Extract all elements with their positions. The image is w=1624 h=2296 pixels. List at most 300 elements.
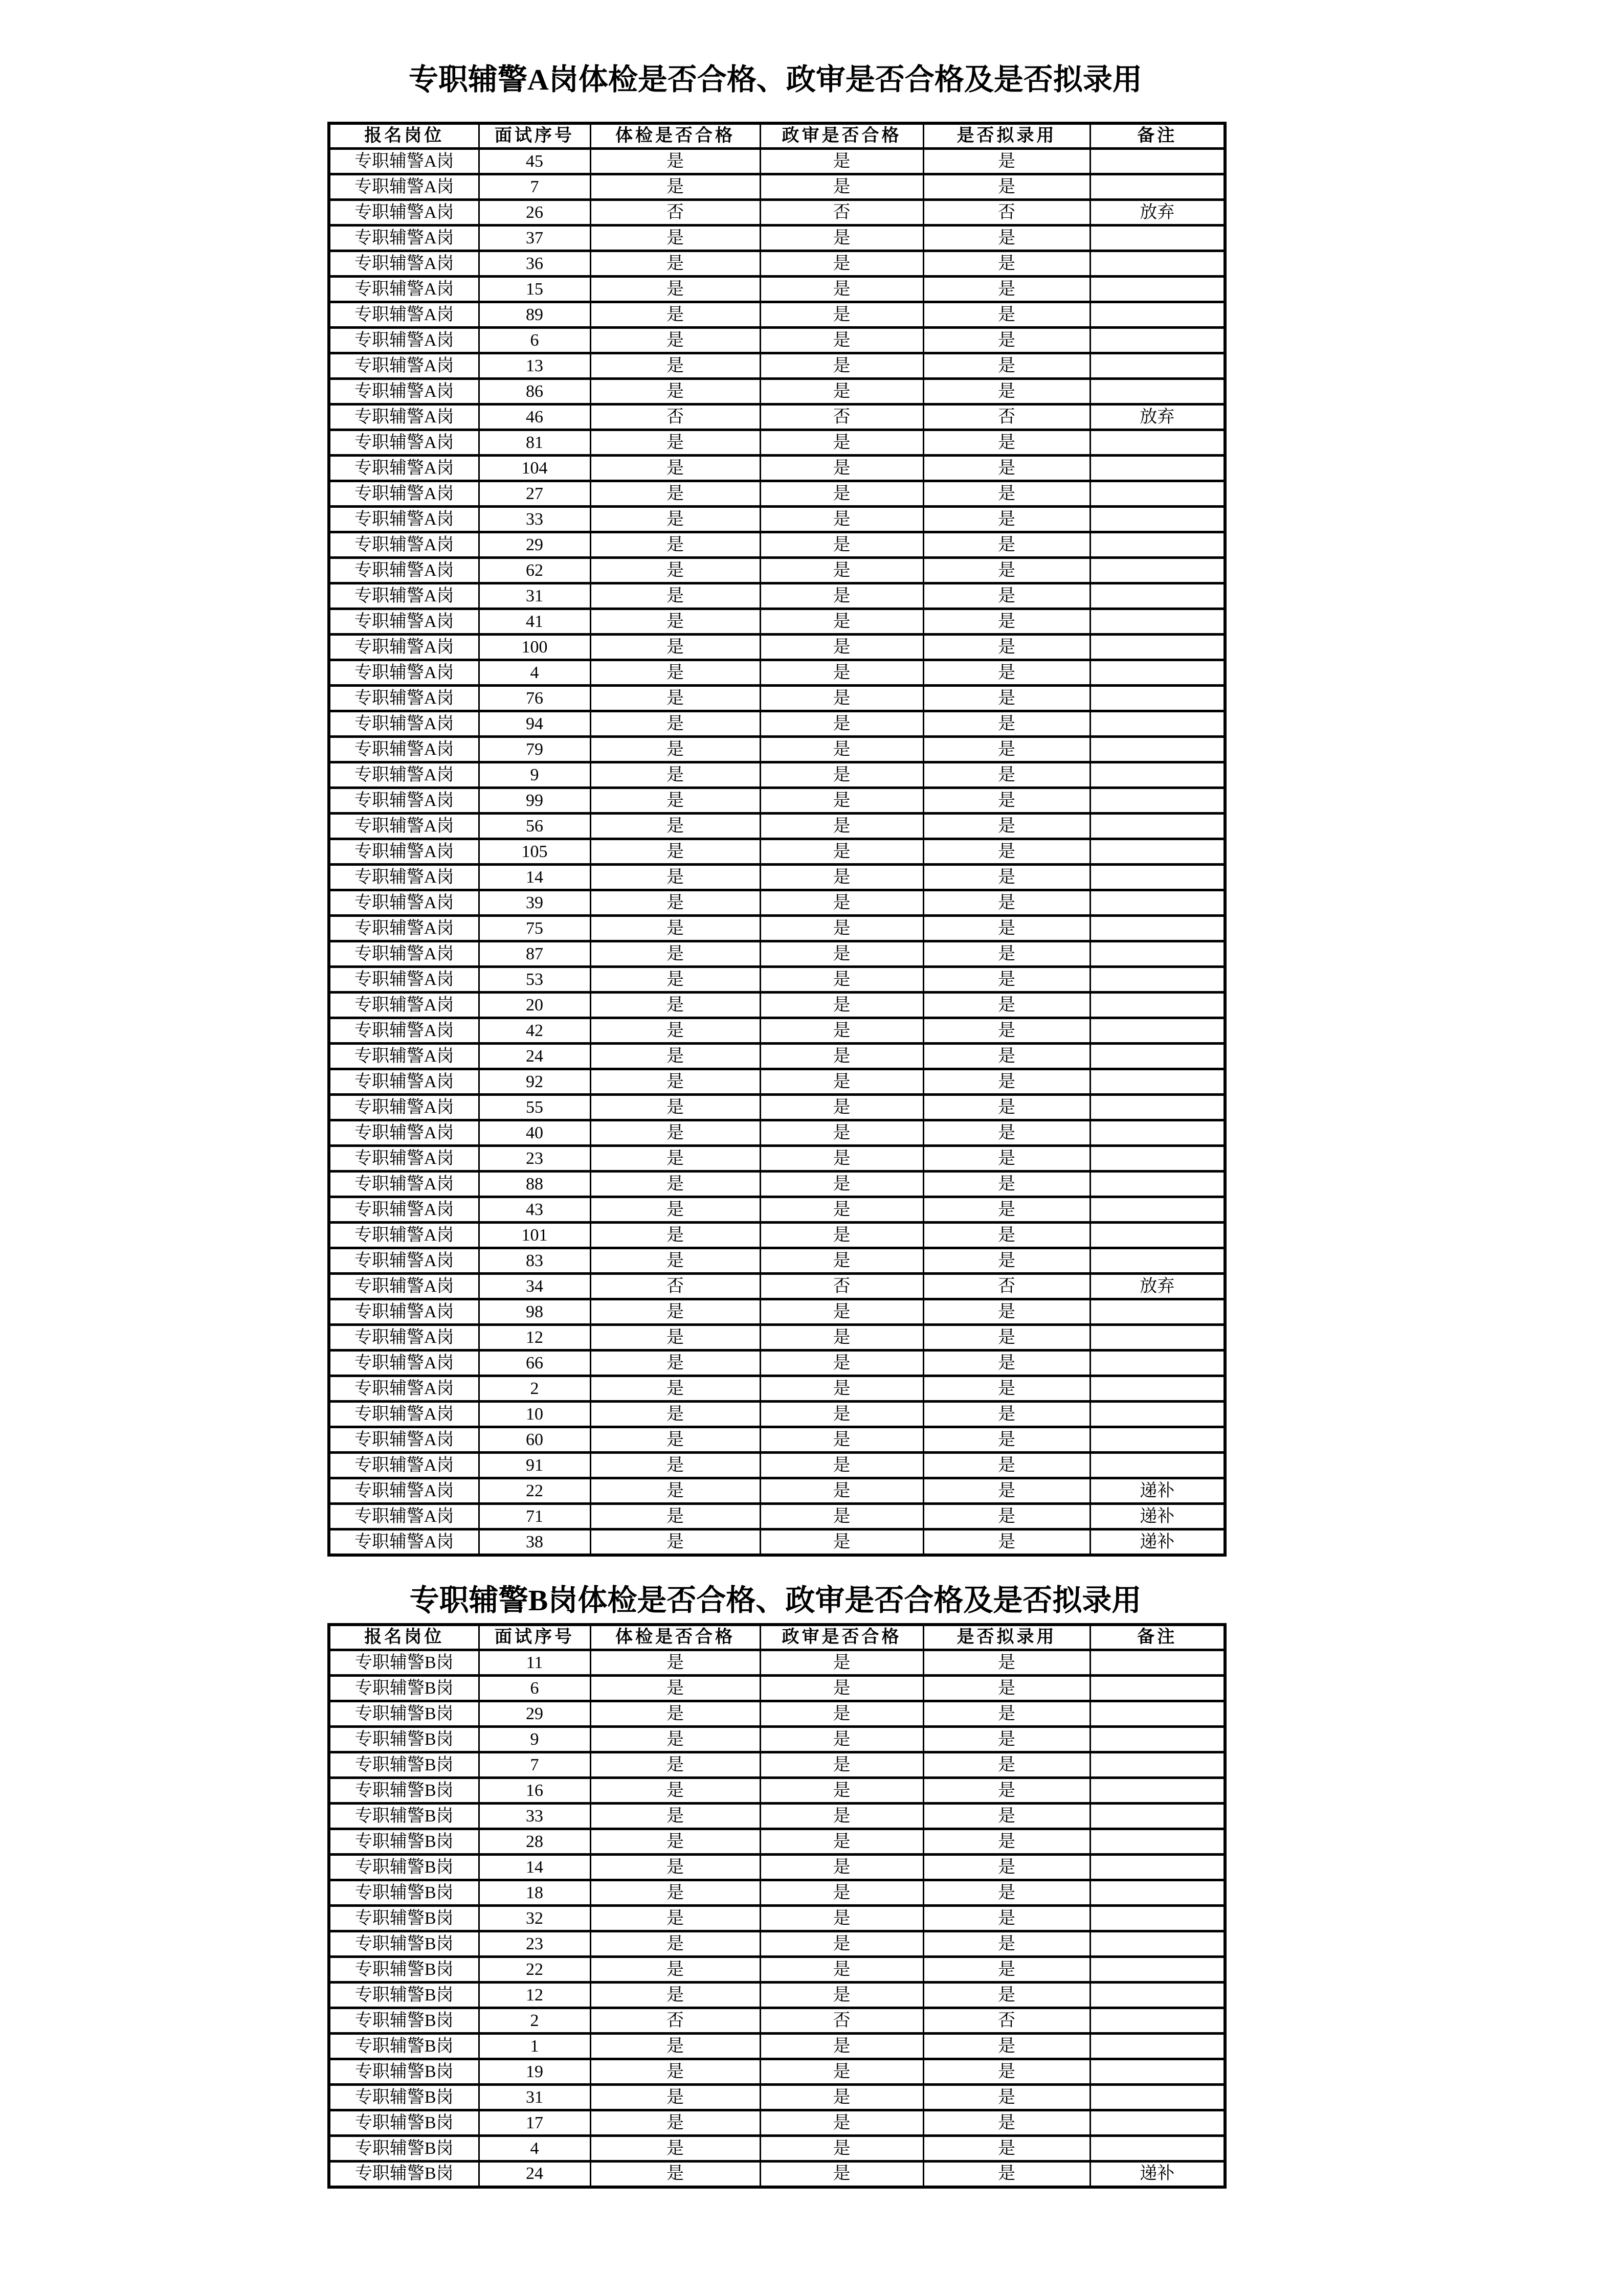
table-cell: 17 xyxy=(479,2110,590,2136)
table-cell xyxy=(1090,1906,1225,1931)
table-cell: 24 xyxy=(479,2162,590,2187)
table-row xyxy=(329,762,1225,788)
table-cell: 否 xyxy=(760,2008,923,2034)
table-cell: 是 xyxy=(923,2162,1090,2187)
table-cell: 专职辅警A岗 xyxy=(329,967,479,993)
table-cell: 是 xyxy=(590,2110,760,2136)
table-cell: 专职辅警A岗 xyxy=(329,762,479,788)
table-row xyxy=(329,660,1225,686)
table-cell: 是 xyxy=(760,174,923,200)
table-cell xyxy=(1090,2034,1225,2059)
table-row xyxy=(329,993,1225,1018)
table-cell: 是 xyxy=(590,1095,760,1120)
table-row xyxy=(329,1931,1225,1957)
table-cell xyxy=(1090,1983,1225,2008)
table-cell: 42 xyxy=(479,1018,590,1044)
table-b-header xyxy=(329,1625,1225,1650)
table-cell xyxy=(1090,1325,1225,1350)
table-row xyxy=(329,1906,1225,1931)
table-cell: 专职辅警A岗 xyxy=(329,635,479,660)
table-cell: 专职辅警A岗 xyxy=(329,251,479,277)
table-row xyxy=(329,916,1225,941)
table-cell: 是 xyxy=(760,481,923,507)
table-row xyxy=(329,1778,1225,1804)
table-cell: 专职辅警A岗 xyxy=(329,865,479,890)
table-cell: 34 xyxy=(479,1274,590,1299)
table-cell: 是 xyxy=(923,1957,1090,1983)
table-cell: 是 xyxy=(923,1453,1090,1478)
table-cell: 31 xyxy=(479,2085,590,2110)
table-cell: 专职辅警B岗 xyxy=(329,2162,479,2187)
table-cell: 是 xyxy=(760,226,923,251)
table-cell: 是 xyxy=(590,430,760,456)
table-cell: 专职辅警A岗 xyxy=(329,1197,479,1223)
table-cell: 专职辅警B岗 xyxy=(329,1804,479,1829)
table-cell xyxy=(1090,1880,1225,1906)
table-cell: 是 xyxy=(590,941,760,967)
table-cell xyxy=(1090,1701,1225,1727)
table-cell xyxy=(1090,814,1225,839)
table-cell: 是 xyxy=(590,277,760,302)
table-cell: 27 xyxy=(479,481,590,507)
table-row xyxy=(329,1427,1225,1453)
table-cell: 是 xyxy=(923,277,1090,302)
table-cell: 是 xyxy=(760,149,923,174)
table-cell: 是 xyxy=(590,1957,760,1983)
table-cell: 是 xyxy=(760,2059,923,2085)
table-cell: 是 xyxy=(590,1752,760,1778)
table-row xyxy=(329,149,1225,174)
table-cell: 60 xyxy=(479,1427,590,1453)
table-row xyxy=(329,967,1225,993)
table-cell: 是 xyxy=(923,1880,1090,1906)
table-cell: 是 xyxy=(590,558,760,583)
table-row xyxy=(329,635,1225,660)
table-cell xyxy=(1090,916,1225,941)
table-cell: 104 xyxy=(479,456,590,481)
table-cell: 是 xyxy=(590,507,760,532)
table-row xyxy=(329,1701,1225,1727)
table-cell: 否 xyxy=(923,404,1090,430)
table-cell: 专职辅警A岗 xyxy=(329,686,479,711)
table-cell: 是 xyxy=(760,1044,923,1069)
table-row xyxy=(329,1172,1225,1197)
table-cell xyxy=(1090,1223,1225,1248)
table-cell: 是 xyxy=(590,916,760,941)
table-cell: 是 xyxy=(760,1120,923,1146)
table-cell: 是 xyxy=(760,1650,923,1676)
table-cell: 是 xyxy=(923,1727,1090,1752)
table-cell: 是 xyxy=(590,1778,760,1804)
table-row xyxy=(329,532,1225,558)
table-cell: 是 xyxy=(590,788,760,814)
table-cell: 22 xyxy=(479,1478,590,1504)
table-cell: 是 xyxy=(760,686,923,711)
table-cell: 10 xyxy=(479,1402,590,1427)
table-cell: 专职辅警A岗 xyxy=(329,174,479,200)
table-cell xyxy=(1090,686,1225,711)
table-row xyxy=(329,1855,1225,1880)
table-cell: 专职辅警B岗 xyxy=(329,1957,479,1983)
table-b-title: 专职辅警B岗体检是否合格、政审是否合格及是否拟录用 xyxy=(409,1583,1142,1617)
table-cell: 专职辅警B岗 xyxy=(329,1752,479,1778)
table-cell: 是 xyxy=(923,149,1090,174)
table-row xyxy=(329,1478,1225,1504)
table-cell: 是 xyxy=(760,993,923,1018)
table-cell: 55 xyxy=(479,1095,590,1120)
table-cell xyxy=(1090,251,1225,277)
table-cell: 是 xyxy=(760,1069,923,1095)
column-header: 备注 xyxy=(1090,123,1225,149)
table-cell: 是 xyxy=(760,353,923,379)
table-cell: 是 xyxy=(923,1931,1090,1957)
table-cell: 是 xyxy=(590,814,760,839)
table-cell: 是 xyxy=(923,2034,1090,2059)
table-row xyxy=(329,456,1225,481)
table-cell: 是 xyxy=(923,1146,1090,1172)
table-cell: 是 xyxy=(590,1478,760,1504)
table-cell: 是 xyxy=(923,1906,1090,1931)
table-cell: 14 xyxy=(479,865,590,890)
table-cell: 40 xyxy=(479,1120,590,1146)
table-cell: 是 xyxy=(590,1069,760,1095)
table-cell: 是 xyxy=(760,865,923,890)
table-cell: 是 xyxy=(760,1957,923,1983)
table-cell: 98 xyxy=(479,1299,590,1325)
table-cell: 是 xyxy=(923,660,1090,686)
table-cell: 16 xyxy=(479,1778,590,1804)
table-cell: 是 xyxy=(590,865,760,890)
table-a-title: 专职辅警A岗体检是否合格、政审是否合格及是否拟录用 xyxy=(409,63,1142,96)
table-cell: 是 xyxy=(760,1906,923,1931)
table-cell: 是 xyxy=(760,1529,923,1555)
table-cell xyxy=(1090,2110,1225,2136)
table-cell: 是 xyxy=(760,583,923,609)
table-b xyxy=(327,1623,1227,2189)
table-row xyxy=(329,1504,1225,1529)
table-row xyxy=(329,558,1225,583)
table-a-header xyxy=(329,123,1225,149)
table-cell: 是 xyxy=(923,1248,1090,1274)
table-cell: 是 xyxy=(590,149,760,174)
table-section-a xyxy=(327,63,1223,1557)
table-cell: 是 xyxy=(923,1376,1090,1402)
table-cell xyxy=(1090,379,1225,404)
table-cell: 94 xyxy=(479,711,590,737)
table-cell: 是 xyxy=(760,1983,923,2008)
table-cell: 是 xyxy=(760,2136,923,2162)
table-row xyxy=(329,1095,1225,1120)
table-cell: 递补 xyxy=(1090,1478,1225,1504)
table-cell: 是 xyxy=(590,1146,760,1172)
table-cell: 43 xyxy=(479,1197,590,1223)
table-cell: 是 xyxy=(760,302,923,328)
table-cell: 专职辅警A岗 xyxy=(329,1299,479,1325)
table-cell: 专职辅警B岗 xyxy=(329,1676,479,1701)
table-cell: 87 xyxy=(479,941,590,967)
table-cell: 是 xyxy=(760,1248,923,1274)
table-cell: 专职辅警A岗 xyxy=(329,1325,479,1350)
table-cell xyxy=(1090,1752,1225,1778)
table-cell: 专职辅警A岗 xyxy=(329,993,479,1018)
table-cell: 递补 xyxy=(1090,2162,1225,2187)
table-row xyxy=(329,404,1225,430)
table-cell: 是 xyxy=(923,2110,1090,2136)
table-cell: 是 xyxy=(923,839,1090,865)
table-cell xyxy=(1090,993,1225,1018)
table-cell: 是 xyxy=(923,788,1090,814)
table-cell xyxy=(1090,481,1225,507)
table-cell: 专职辅警B岗 xyxy=(329,1727,479,1752)
table-cell: 是 xyxy=(590,226,760,251)
table-cell: 是 xyxy=(923,302,1090,328)
table-row xyxy=(329,2110,1225,2136)
table-cell: 专职辅警A岗 xyxy=(329,456,479,481)
table-cell: 13 xyxy=(479,353,590,379)
table-cell: 递补 xyxy=(1090,1529,1225,1555)
table-row xyxy=(329,1197,1225,1223)
table-cell: 是 xyxy=(760,1197,923,1223)
table-cell: 24 xyxy=(479,1044,590,1069)
table-cell: 是 xyxy=(760,711,923,737)
table-cell: 是 xyxy=(590,1427,760,1453)
table-cell: 是 xyxy=(760,2034,923,2059)
table-cell: 15 xyxy=(479,277,590,302)
table-cell: 是 xyxy=(923,1752,1090,1778)
table-cell: 专职辅警A岗 xyxy=(329,200,479,226)
table-cell: 是 xyxy=(590,532,760,558)
table-cell: 否 xyxy=(760,200,923,226)
table-cell xyxy=(1090,456,1225,481)
table-cell: 是 xyxy=(590,1223,760,1248)
table-cell: 46 xyxy=(479,404,590,430)
table-cell: 专职辅警A岗 xyxy=(329,660,479,686)
table-cell: 75 xyxy=(479,916,590,941)
table-row xyxy=(329,1325,1225,1350)
table-cell: 是 xyxy=(760,1804,923,1829)
table-cell: 是 xyxy=(760,660,923,686)
table-cell xyxy=(1090,1299,1225,1325)
table-row xyxy=(329,814,1225,839)
table-cell: 是 xyxy=(923,507,1090,532)
table-row xyxy=(329,1829,1225,1855)
table-cell: 是 xyxy=(590,686,760,711)
table-cell: 是 xyxy=(760,379,923,404)
table-cell: 是 xyxy=(590,1855,760,1880)
table-cell: 14 xyxy=(479,1855,590,1880)
table-cell xyxy=(1090,1676,1225,1701)
table-cell xyxy=(1090,2136,1225,2162)
table-cell: 是 xyxy=(590,583,760,609)
table-cell xyxy=(1090,1197,1225,1223)
table-cell: 专职辅警A岗 xyxy=(329,1223,479,1248)
table-cell: 是 xyxy=(590,890,760,916)
table-cell: 是 xyxy=(923,251,1090,277)
table-cell: 专职辅警A岗 xyxy=(329,737,479,762)
table-cell: 专职辅警A岗 xyxy=(329,302,479,328)
column-header: 面试序号 xyxy=(479,1625,590,1650)
table-cell: 是 xyxy=(590,1453,760,1478)
table-cell: 是 xyxy=(923,1855,1090,1880)
table-row xyxy=(329,737,1225,762)
table-cell: 是 xyxy=(590,1044,760,1069)
table-cell: 否 xyxy=(923,1274,1090,1299)
table-row xyxy=(329,226,1225,251)
table-row xyxy=(329,1274,1225,1299)
table-cell: 是 xyxy=(590,839,760,865)
table-cell: 45 xyxy=(479,149,590,174)
table-cell: 是 xyxy=(923,558,1090,583)
table-cell: 否 xyxy=(590,404,760,430)
table-row xyxy=(329,1957,1225,1983)
table-cell: 专职辅警B岗 xyxy=(329,1829,479,1855)
table-cell: 62 xyxy=(479,558,590,583)
table-cell: 专职辅警A岗 xyxy=(329,328,479,353)
table-cell: 是 xyxy=(590,967,760,993)
table-cell: 33 xyxy=(479,507,590,532)
table-cell: 是 xyxy=(590,1172,760,1197)
table-cell: 是 xyxy=(760,2110,923,2136)
table-cell xyxy=(1090,1095,1225,1120)
table-cell: 是 xyxy=(923,1701,1090,1727)
table-cell: 专职辅警A岗 xyxy=(329,1146,479,1172)
table-cell xyxy=(1090,1069,1225,1095)
table-cell xyxy=(1090,507,1225,532)
table-cell: 是 xyxy=(760,532,923,558)
table-row xyxy=(329,1146,1225,1172)
table-cell: 38 xyxy=(479,1529,590,1555)
table-cell: 是 xyxy=(923,2136,1090,2162)
table-cell: 是 xyxy=(923,1069,1090,1095)
table-cell: 9 xyxy=(479,762,590,788)
table-cell: 是 xyxy=(590,1248,760,1274)
column-header: 面试序号 xyxy=(479,123,590,149)
table-row xyxy=(329,890,1225,916)
table-cell: 是 xyxy=(590,609,760,635)
table-cell: 是 xyxy=(760,1504,923,1529)
table-row xyxy=(329,941,1225,967)
table-row xyxy=(329,2162,1225,2187)
table-row xyxy=(329,1299,1225,1325)
table-cell: 是 xyxy=(590,1829,760,1855)
table-cell: 是 xyxy=(760,1350,923,1376)
table-cell: 是 xyxy=(590,302,760,328)
table-cell: 专职辅警B岗 xyxy=(329,2110,479,2136)
table-cell: 是 xyxy=(590,1880,760,1906)
table-cell: 91 xyxy=(479,1453,590,1478)
table-cell: 专职辅警A岗 xyxy=(329,1095,479,1120)
table-cell: 是 xyxy=(760,1855,923,1880)
table-cell: 是 xyxy=(760,328,923,353)
table-cell: 是 xyxy=(590,660,760,686)
table-cell: 专职辅警A岗 xyxy=(329,1069,479,1095)
table-cell: 是 xyxy=(760,1299,923,1325)
table-cell: 71 xyxy=(479,1504,590,1529)
table-cell: 专职辅警B岗 xyxy=(329,2034,479,2059)
table-cell: 4 xyxy=(479,2136,590,2162)
table-cell: 是 xyxy=(923,609,1090,635)
table-row xyxy=(329,481,1225,507)
table-cell: 是 xyxy=(760,1325,923,1350)
table-cell: 是 xyxy=(923,456,1090,481)
table-cell: 41 xyxy=(479,609,590,635)
table-row xyxy=(329,1676,1225,1701)
table-cell: 是 xyxy=(590,1983,760,2008)
table-row xyxy=(329,1880,1225,1906)
table-cell: 是 xyxy=(590,251,760,277)
table-cell: 7 xyxy=(479,174,590,200)
table-cell: 是 xyxy=(590,737,760,762)
table-cell: 是 xyxy=(590,1325,760,1350)
table-cell xyxy=(1090,277,1225,302)
table-cell xyxy=(1090,1650,1225,1676)
table-cell xyxy=(1090,1018,1225,1044)
table-cell: 56 xyxy=(479,814,590,839)
table-cell xyxy=(1090,737,1225,762)
table-cell: 是 xyxy=(590,1906,760,1931)
table-cell: 是 xyxy=(760,1146,923,1172)
table-cell: 是 xyxy=(923,1504,1090,1529)
table-cell: 专职辅警A岗 xyxy=(329,711,479,737)
table-cell: 23 xyxy=(479,1146,590,1172)
table-row xyxy=(329,2034,1225,2059)
table-cell: 专职辅警B岗 xyxy=(329,1855,479,1880)
table-cell: 是 xyxy=(760,1778,923,1804)
table-a xyxy=(327,122,1227,1557)
table-cell xyxy=(1090,609,1225,635)
table-cell: 53 xyxy=(479,967,590,993)
table-cell: 23 xyxy=(479,1931,590,1957)
table-cell: 是 xyxy=(760,762,923,788)
table-cell: 专职辅警A岗 xyxy=(329,941,479,967)
table-cell: 专职辅警B岗 xyxy=(329,2008,479,2034)
table-cell xyxy=(1090,1804,1225,1829)
table-cell xyxy=(1090,1453,1225,1478)
table-cell: 83 xyxy=(479,1248,590,1274)
table-row xyxy=(329,353,1225,379)
table-cell: 否 xyxy=(923,2008,1090,2034)
table-cell: 是 xyxy=(590,1120,760,1146)
table-row xyxy=(329,1223,1225,1248)
table-cell: 专职辅警A岗 xyxy=(329,890,479,916)
table-cell xyxy=(1090,1829,1225,1855)
table-cell: 专职辅警A岗 xyxy=(329,277,479,302)
table-cell: 是 xyxy=(760,941,923,967)
table-cell: 是 xyxy=(760,1931,923,1957)
table-cell xyxy=(1090,1427,1225,1453)
table-row xyxy=(329,865,1225,890)
table-row xyxy=(329,686,1225,711)
table-cell: 是 xyxy=(590,1504,760,1529)
table-cell: 专职辅警A岗 xyxy=(329,583,479,609)
table-cell: 专职辅警A岗 xyxy=(329,430,479,456)
column-header: 是否拟录用 xyxy=(923,123,1090,149)
table-cell: 是 xyxy=(590,1376,760,1402)
table-cell: 是 xyxy=(923,1299,1090,1325)
table-cell: 是 xyxy=(590,2136,760,2162)
table-cell: 是 xyxy=(923,865,1090,890)
table-cell: 是 xyxy=(923,686,1090,711)
table-cell: 是 xyxy=(760,609,923,635)
column-header: 报名岗位 xyxy=(329,1625,479,1650)
table-cell: 专职辅警B岗 xyxy=(329,1931,479,1957)
table-row xyxy=(329,379,1225,404)
table-cell: 专职辅警A岗 xyxy=(329,379,479,404)
table-row xyxy=(329,2136,1225,2162)
table-cell xyxy=(1090,762,1225,788)
table-cell: 专职辅警A岗 xyxy=(329,404,479,430)
table-cell: 是 xyxy=(760,456,923,481)
